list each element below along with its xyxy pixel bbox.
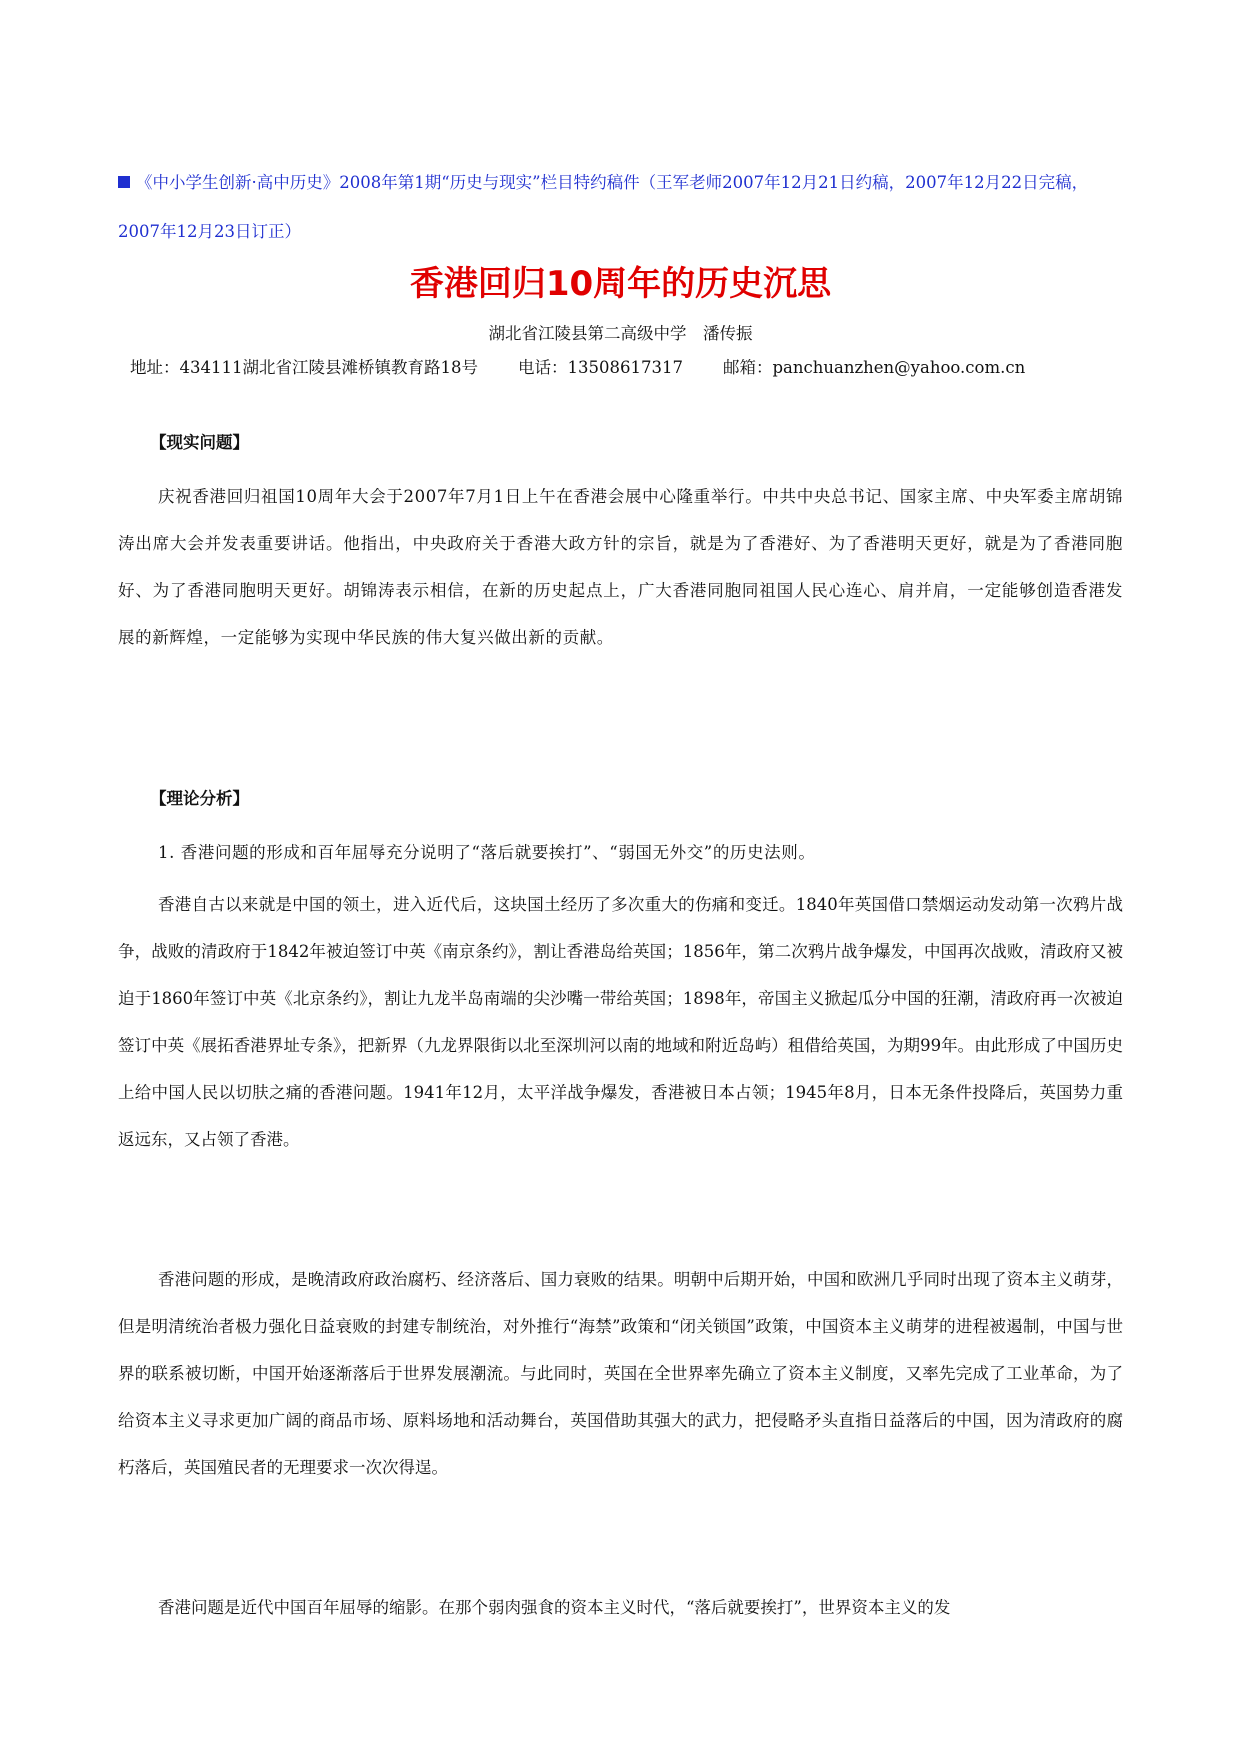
contact-email: 邮箱：panchuanzhen@yahoo.com.cn — [722, 358, 1026, 377]
paragraph-analysis-3: 香港问题的形成，是晚清政府政治腐朽、经济落后、国力衰败的结果。明朝中后期开始，中国和欧洲几乎同时出现了资本主义萌芽，但是明清统治者极力强化日益衰败的封建专制统治，对外推行“海禁”政策和“闭关锁国”政策，中国资本主义萌芽的进程被遏制，中国与世界的联系被切断，中国开始逐渐落后于世界发展潮流。与此同时，英国在全世界率先确立了资本主义制度，又率先完成了工业革命，为了给资本主义寻求更加广阔的商品市场、原料场地和活动舞台，英国借助其强大的武力，把侵略矛头直指日益落后的中国，因为清政府的腐朽落后，英国殖民者的无理要求一次次得逞。 — [118, 1270, 1123, 1477]
contact-address: 地址：434111湖北省江陵县滩桥镇教育路18号 — [130, 358, 478, 377]
section-heading-analysis: 【理论分析】 — [150, 789, 249, 808]
contact-line — [130, 356, 1130, 380]
paragraph-analysis-4: 香港问题是近代中国百年屈辱的缩影。在那个弱肉强食的资本主义时代，“落后就要挨打”，世界资本主义的发 — [158, 1598, 951, 1617]
article-title: 香港回归10周年的历史沉思 — [409, 264, 832, 304]
paragraph-analysis-1: 1. 香港问题的形成和百年屈辱充分说明了“落后就要挨打”、“弱国无外交”的历史法则。 — [158, 843, 816, 862]
header-note — [118, 158, 1123, 256]
paragraph-analysis-2: 香港自古以来就是中国的领土，进入近代后，这块国土经历了多次重大的伤痛和变迁。1840年英国借口禁烟运动发动第一次鸦片战争，战败的清政府于1842年被迫签订中英《南京条约》，割让香港岛给英国；1856年，第二次鸦片战争爆发，中国再次战败，清政府又被迫于1860年签订中英《北京条约》，割让九龙半岛南端的尖沙嘴一带给英国；1898年，帝国主义掀起瓜分中国的狂潮，清政府再一次被迫签订中英《展拓香港界址专条》，把新界（九龙界限街以北至深圳河以南的地域和附近岛屿）租借给英国，为期99年。由此形成了中国历史上给中国人民以切肤之痛的香港问题。1941年12月，太平洋战争爆发，香港被日本占领；1945年8月，日本无条件投降后，英国势力重返远东，又占领了香港。 — [118, 895, 1123, 1149]
section-heading-reality: 【现实问题】 — [150, 433, 249, 452]
square-bullet-icon — [118, 176, 130, 188]
header-note-text: 《中小学生创新·高中历史》2008年第1期“历史与现实”栏目特约稿件（王军老师2007年12月21日约稿，2007年12月22日完稿，2007年12月23日订正） — [118, 173, 1089, 241]
contact-phone: 电话：13508617317 — [517, 358, 683, 377]
paragraph-reality-1: 庆祝香港回归祖国10周年大会于2007年7月1日上午在香港会展中心隆重举行。中共中央总书记、国家主席、中央军委主席胡锦涛出席大会并发表重要讲话。他指出，中央政府关于香港大政方针的宗旨，就是为了香港好、为了香港明天更好，就是为了香港同胞好、为了香港同胞明天更好。胡锦涛表示相信，在新的历史起点上，广大香港同胞同祖国人民心连心、肩并肩，一定能够创造香港发展的新辉煌，一定能够为实现中华民族的伟大复兴做出新的贡献。 — [118, 487, 1123, 647]
article-author: 湖北省江陵县第二高级中学 潘传振 — [488, 324, 753, 343]
